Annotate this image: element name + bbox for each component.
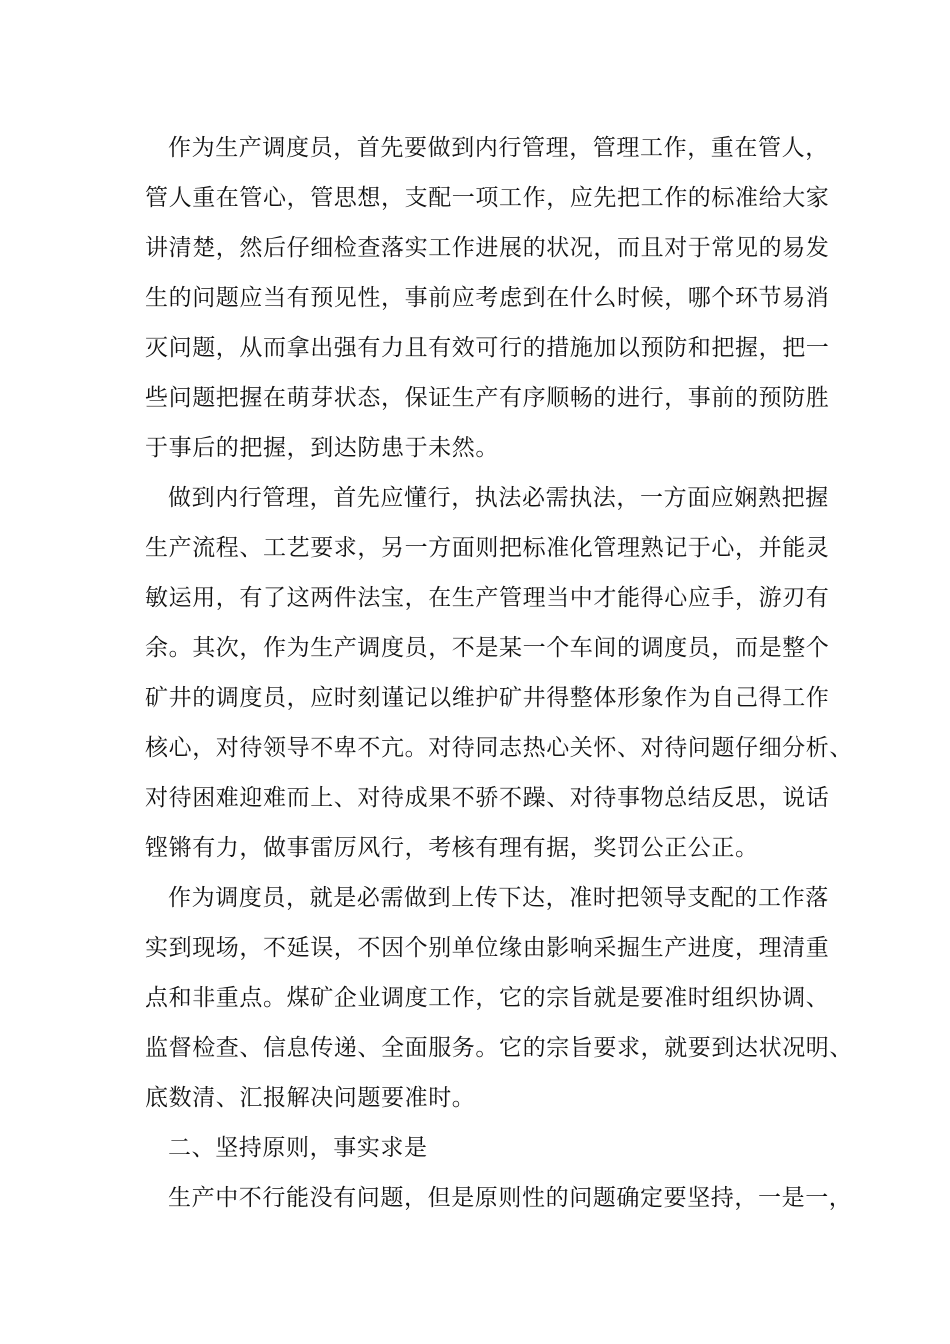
- paragraph-1-line-1: 作为生产调度员，首先要做到内行管理，管理工作，重在管人，: [168, 135, 829, 161]
- paragraph-1-line-5: 灭问题，从而拿出强有力且有效可行的措施加以预防和把握，把一: [145, 335, 830, 361]
- paragraph-2-line-1: 做到内行管理，首先应懂行，执法必需执法，一方面应娴熟把握: [168, 485, 829, 511]
- paragraph-3-line-1: 作为调度员，就是必需做到上传下达，准时把领导支配的工作落: [168, 885, 829, 911]
- paragraph-2-line-6: 核心，对待领导不卑不亢。对待同志热心关怀、对待问题仔细分析、: [145, 735, 853, 761]
- paragraph-2-line-3: 敏运用，有了这两件法宝，在生产管理当中才能得心应手，游刃有: [145, 585, 830, 611]
- paragraph-3-line-4: 监督检查、信息传递、全面服务。它的宗旨要求，就要到达状况明、: [145, 1035, 853, 1061]
- paragraph-1-line-6: 些问题把握在萌芽状态，保证生产有序顺畅的进行，事前的预防胜: [145, 385, 830, 411]
- paragraph-2-line-7: 对待困难迎难而上、对待成果不骄不躁、对待事物总结反思，说话: [145, 785, 830, 811]
- paragraph-1-line-3: 讲清楚，然后仔细检查落实工作进展的状况，而且对于常见的易发: [145, 235, 830, 261]
- paragraph-2-line-2: 生产流程、工艺要求，另一方面则把标准化管理熟记于心，并能灵: [145, 535, 830, 561]
- paragraph-3-line-2: 实到现场，不延误，不因个别单位缘由影响采掘生产进度，理清重: [145, 935, 830, 961]
- paragraph-3-line-5: 底数清、汇报解决问题要准时。: [145, 1085, 476, 1111]
- paragraph-2-line-8: 铿锵有力，做事雷厉风行，考核有理有据，奖罚公正公正。: [145, 835, 759, 861]
- paragraph-5-line-1: 生产中不行能没有问题，但是原则性的问题确定要坚持，一是一，: [168, 1185, 853, 1211]
- paragraph-2-line-5: 矿井的调度员，应时刻谨记以维护矿井得整体形象作为自己得工作: [145, 685, 830, 711]
- paragraph-3-line-3: 点和非重点。煤矿企业调度工作，它的宗旨就是要准时组织协调、: [145, 985, 830, 1011]
- paragraph-1-line-4: 生的问题应当有预见性，事前应考虑到在什么时候，哪个环节易消: [145, 285, 830, 311]
- paragraph-1-line-7: 于事后的把握，到达防患于未然。: [145, 435, 499, 461]
- section-heading: 二、坚持原则，事实求是: [168, 1135, 428, 1161]
- paragraph-2-line-4: 余。其次，作为生产调度员，不是某一个车间的调度员，而是整个: [145, 635, 830, 661]
- paragraph-1-line-2: 管人重在管心，管思想，支配一项工作，应先把工作的标准给大家: [145, 185, 830, 211]
